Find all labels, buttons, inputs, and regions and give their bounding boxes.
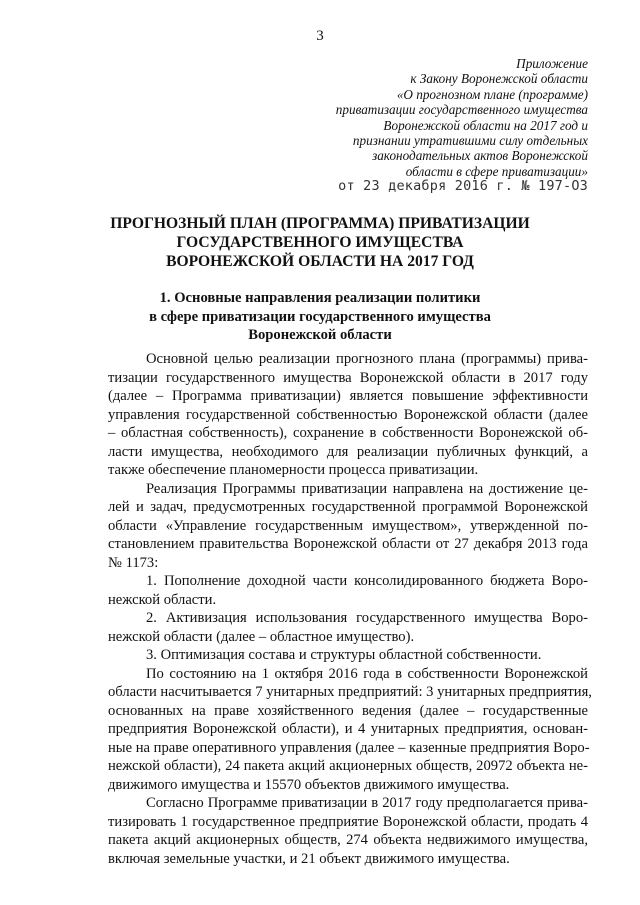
- paragraph: [108, 794, 588, 868]
- appendix-line: признании утратившими силу отдельных: [352, 133, 588, 149]
- body-text: [108, 350, 592, 868]
- text-line: Основной целью реализации прогнозного плана (программы) прива-: [146, 351, 588, 367]
- text-line: ласти имущества, необходимого для реализации публичных функций, а: [108, 443, 588, 460]
- text-line: – областная собственность), сохранение в собственности Воронежской об-: [108, 425, 588, 441]
- section-heading: [60, 289, 580, 345]
- document-title: [60, 214, 580, 271]
- title-line: ВОРОНЕЖСКОЙ ОБЛАСТИ НА 2017 ГОД: [166, 253, 474, 270]
- appendix-line: области в сфере приватизации»: [405, 163, 588, 179]
- text-line: управления государственной собственностью Воронежской области (далее: [108, 406, 588, 423]
- text-line: включая земельные участки, и 21 объект движимого имущества.: [108, 850, 510, 867]
- text-line: 1. Пополнение доходной части консолидированного бюджета Воро-: [146, 573, 588, 589]
- appendix-line: «О прогнозном плане (программе): [396, 86, 588, 102]
- appendix-line: приватизации государственного имущества: [335, 102, 588, 118]
- title-line: ГОСУДАРСТВЕННОГО ИМУЩЕСТВА: [176, 234, 464, 251]
- appendix-line: законодательных актов Воронежской: [372, 148, 588, 164]
- text-line: основанных на праве хозяйственного ведения (далее – государственные: [108, 702, 588, 719]
- text-line: нежской области), 24 пакета акций акционерных обществ, 20972 объекта не-: [108, 758, 588, 774]
- text-line: ные на праве оперативного управления (далее – казенные предприятия Воро-: [108, 739, 590, 756]
- text-line: нежской области.: [108, 591, 217, 608]
- appendix-line: Приложение: [516, 56, 588, 71]
- appendix-line: к Закону Воронежской области: [410, 71, 588, 87]
- paragraph: [108, 480, 588, 573]
- text-line: Реализация Программы приватизации направлена на достижение це-: [146, 480, 588, 497]
- text-line: Согласно Программе приватизации в 2017 году предполагается прива-: [146, 795, 588, 811]
- text-line: лей и задач, предусмотренных государственной программой Воронежской: [108, 499, 588, 515]
- paragraph: [108, 572, 588, 609]
- text-line: тизации государственного имущества Воронежской области в 2017 году: [108, 369, 588, 386]
- text-line: 2. Активизация использования государственного имущества Воро-: [146, 610, 588, 626]
- text-line: также обеспечение планомерности процесса приватизации.: [108, 462, 479, 478]
- text-line: нежской области (далее – областное имущество).: [108, 628, 415, 645]
- paragraph: [108, 646, 588, 665]
- appendix-header: [318, 56, 588, 179]
- text-line: 3. Оптимизация состава и структуры областной собственности.: [146, 647, 542, 663]
- text-line: области насчитывается 7 унитарных предприятий: 3 унитарных предприятия,: [108, 684, 592, 700]
- text-line: (далее – Программа приватизации) является повышение эффективности: [108, 388, 588, 404]
- text-line: становлением правительства Воронежской области от 27 декабря 2013 года: [108, 536, 588, 552]
- paragraph: [108, 609, 588, 646]
- section-heading-line: в сфере приватизации государственного имущества: [149, 308, 491, 325]
- text-line: области «Управление государственным имуществом», утвержденной по-: [108, 517, 588, 534]
- law-date-stamp: от 23 декабря 2016 г. № 197-ОЗ: [338, 178, 588, 194]
- text-line: По состоянию на 1 октября 2016 года в собственности Воронежской: [146, 665, 588, 682]
- text-line: № 1173:: [108, 554, 159, 571]
- text-line: движимого имущества и 15570 объектов движимого имущества.: [108, 776, 510, 793]
- paragraph: [108, 350, 588, 480]
- page-number: 3: [316, 28, 324, 44]
- text-line: тизировать 1 государственное предприятие Воронежской области, продать 4: [108, 813, 588, 830]
- section-heading-line: Воронежской области: [248, 327, 392, 343]
- section-heading-line: 1. Основные направления реализации политики: [159, 290, 481, 306]
- text-line: предприятия Воронежской области), и 4 унитарных предприятия, основан-: [108, 721, 588, 737]
- title-line: ПРОГНОЗНЫЙ ПЛАН (ПРОГРАММА) ПРИВАТИЗАЦИИ: [110, 215, 530, 232]
- paragraph: [108, 665, 592, 795]
- appendix-line: Воронежской области на 2017 год и: [383, 117, 588, 133]
- text-line: пакета акций акционерных обществ, 274 объекта недвижимого имущества,: [108, 832, 588, 848]
